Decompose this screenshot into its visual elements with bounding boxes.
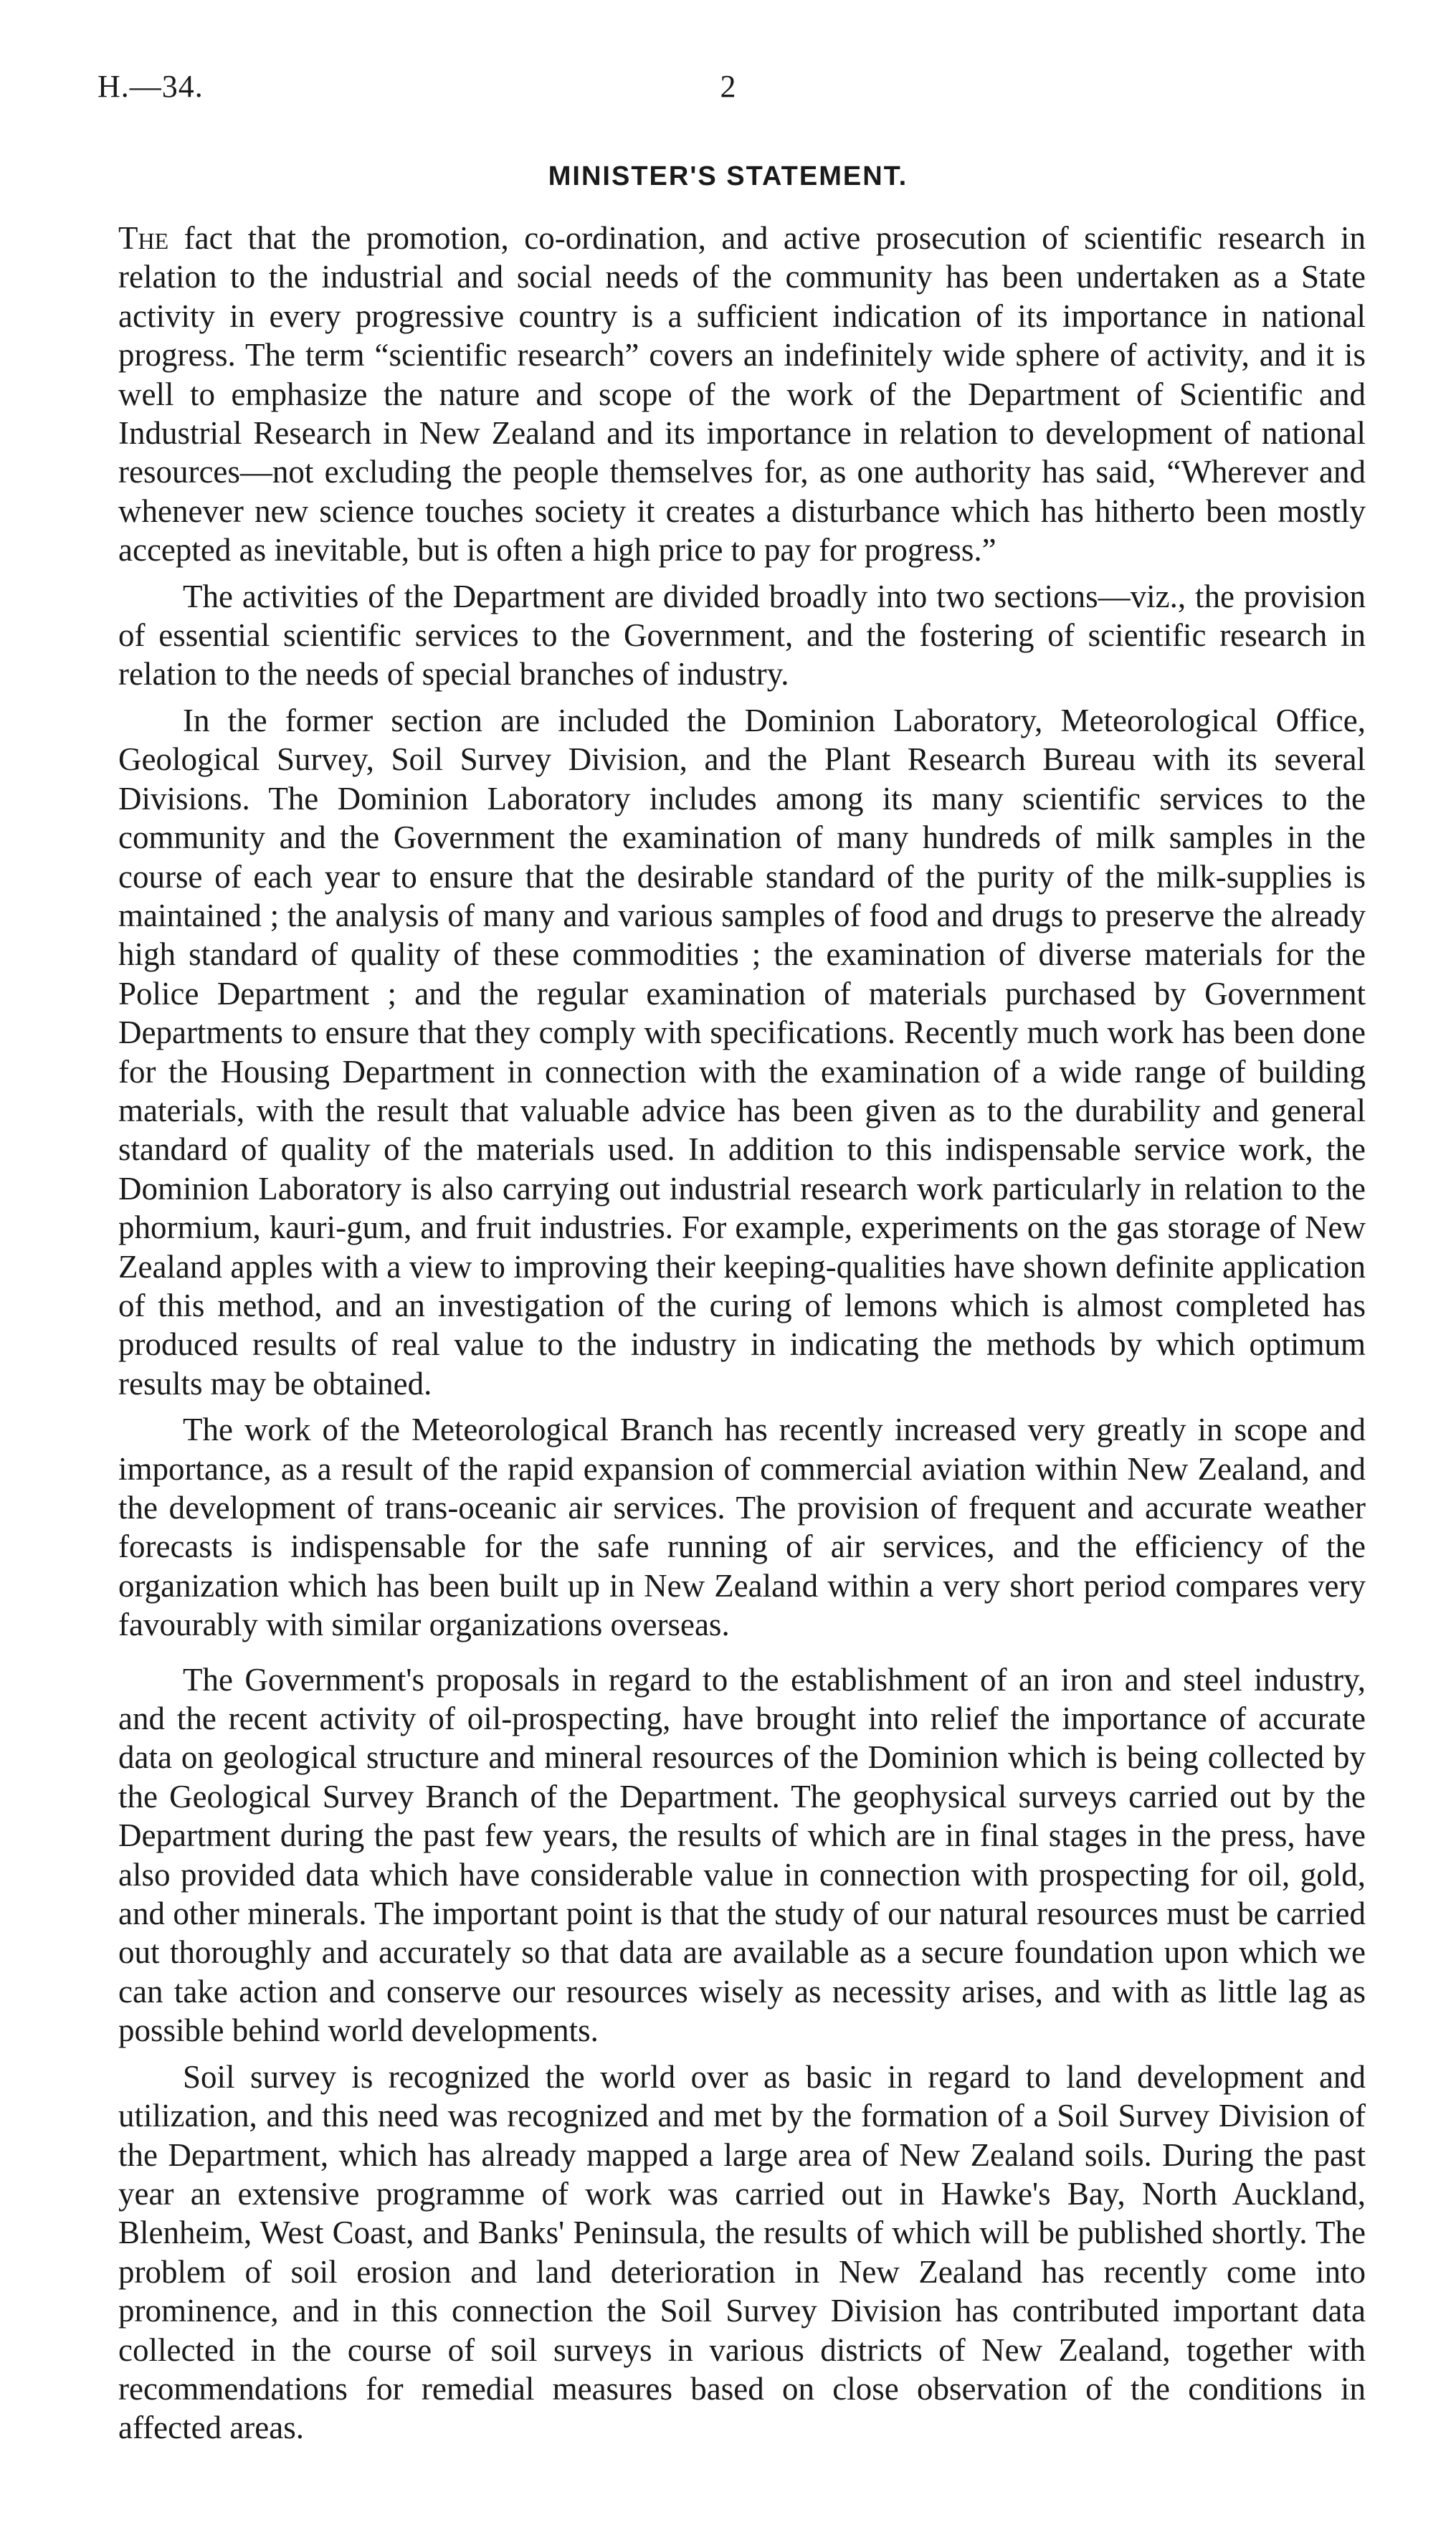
paragraph-intro-lead: The bbox=[118, 220, 169, 256]
paragraph-intro-text: fact that the promotion, co-ordination, and active prosecution of scientific research in relation to the industrial and social needs of the community has been undertaken as a State activity in every progressive country is a sufficient indication of its importance in national progress. The term “scientific research” covers an indefinitely wide sphere of activity, and it is well to emphasize the nature and scope of the work of the Department of Scientific and Industrial Research in New Zealand and its importance in relation to development of national resources—not excluding the people themselves for, as one authority has said, “Wherever and whenever new science touches society it creates a disturbance which has hitherto been mostly accepted as inevitable, but is often a high price to pay for progress.” bbox=[118, 220, 1366, 569]
page-title: MINISTER'S STATEMENT. bbox=[548, 161, 908, 191]
paragraph-meteorological-branch: The work of the Meteorological Branch has recently increased very greatly in scope and importance, as a result of the rapid expansion of commercial aviation within New Zealand, and the development of trans-oceanic air services. The provision of frequent and accurate weather forecasts is indispensable for the safe running of air services, and the efficiency of the organization which has been built up in New Zealand within a very short period compares very favourably with similar organizations overseas. bbox=[118, 1412, 1366, 1643]
paragraph-geological-survey: The Government's proposals in regard to the establishment of an iron and steel industry, and the recent activity of oil-prospecting, have brought into relief the importance of accurate data on geological structure and mineral resources of the Dominion which is being collected by the Geological Survey Branch of the Department. The geophysical surveys carried out by the Department during the past few years, the results of which are in final stages in the press, have also provided data which have considerable value in connection with prospecting for oil, gold, and other minerals. The important point is that the study of our natural resources must be carried out thoroughly and accurately so that data are available as a secure foundation upon which we can take action and conserve our resources wisely as necessity arises, and with as little lag as possible behind world developments. bbox=[118, 1661, 1366, 2049]
statement-body bbox=[118, 219, 1366, 2455]
page-number: 2 bbox=[720, 69, 736, 104]
paragraph-soil-survey: Soil survey is recognized the world over as basic in regard to land development and utilization, and this need was recognized and met by the formation of a Soil Survey Division of the Department, which has already mapped a large area of New Zealand soils. During the past year an extensive programme of work was carried out in Hawke's Bay, North Auckland, Blenheim, West Coast, and Banks' Peninsula, the results of which will be published shortly. The problem of soil erosion and land deterioration in New Zealand has recently come into prominence, and in this connection the Soil Survey Division has contributed important data collected in the course of soil surveys in various districts of New Zealand, together with recommendations for remedial measures based on close observation of the conditions in affected areas. bbox=[118, 2058, 1366, 2446]
paragraph-intro bbox=[118, 219, 1366, 570]
paragraph-dominion-laboratory: In the former section are included the Dominion Laboratory, Meteorological Office, Geological Survey, Soil Survey Division, and the Plant Research Bureau with its several Divisions. The Dominion Laboratory includes among its many scientific services to the community and the Government the examination of many hundreds of milk samples in the course of each year to ensure that the desirable standard of the purity of the milk-supplies is maintained ; the analysis of many and various samples of food and drugs to preserve the already high standard of quality of these commodities ; the examination of diverse materials for the Police Department ; and the regular examination of materials purchased by Government Departments to ensure that they comply with specifications. Recently much work has been done for the Housing Department in connection with the examination of a wide range of building materials, with the result that valuable advice has been given as to the durability and general standard of quality of the materials used. In addition to this indispensable service work, the Dominion Laboratory is also carrying out industrial research work particularly in relation to the phormium, kauri-gum, and fruit industries. For example, experiments on the gas storage of New Zealand apples with a view to improving their keeping-qualities have shown definite application of this method, and an investigation of the curing of lemons which is almost completed has produced results of real value to the industry in indicating the methods by which optimum results may be obtained. bbox=[118, 702, 1366, 1402]
document-reference: H.—34. bbox=[97, 69, 204, 104]
paragraph-activities: The activities of the Department are divided broadly into two sections—viz., the provision of essential scientific services to the Government, and the fostering of scientific research in relation to the needs of special branches of industry. bbox=[118, 578, 1366, 693]
